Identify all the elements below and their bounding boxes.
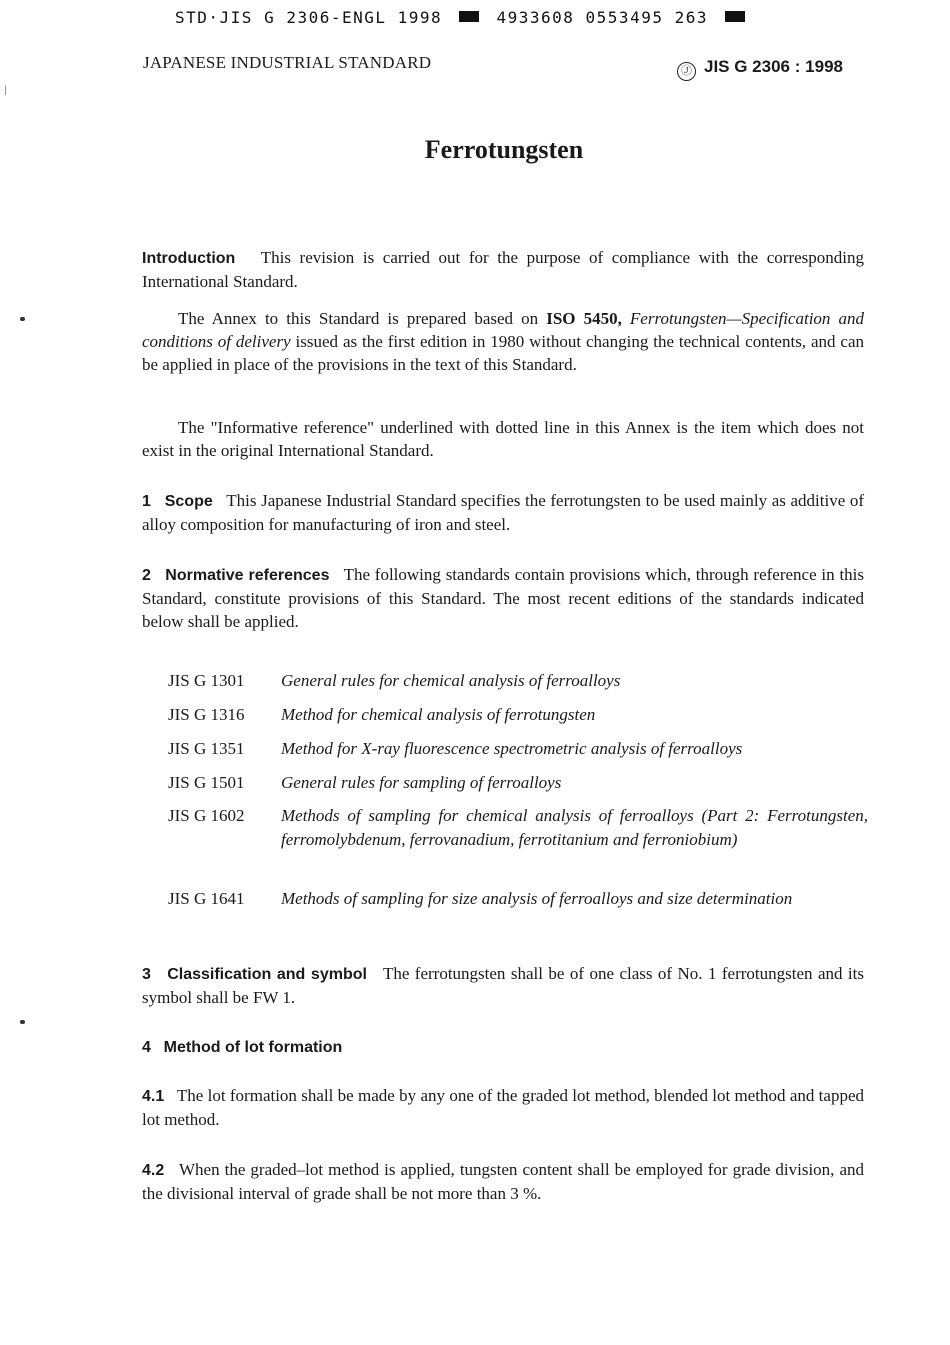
reference-item <box>168 804 868 852</box>
reference-code: JIS G 1301 <box>168 671 245 690</box>
reference-title: Method for X-ray fluorescence spectrometric analysis of ferroalloys <box>281 739 743 758</box>
iso-reference: ISO 5450, <box>546 309 622 328</box>
reference-code: JIS G 1501 <box>168 773 245 792</box>
clause-number: 4.1 <box>142 1088 165 1105</box>
scan-margin-mark <box>20 1020 25 1024</box>
section-number: 4 <box>142 1039 151 1056</box>
section-heading: Scope <box>164 493 213 510</box>
intro-paragraph-2 <box>142 307 864 376</box>
reference-title: General rules for chemical analysis of ferroalloys <box>281 671 621 690</box>
scan-bar-mark <box>725 11 745 22</box>
standard-sep: : <box>794 57 801 76</box>
section-heading: Classification and symbol <box>167 966 367 983</box>
reference-item <box>168 771 868 795</box>
clause-number: 4.2 <box>142 1162 165 1179</box>
clause-text: When the graded–lot method is applied, tungsten content shall be employed for grade division, and the divisional interval of grade shall be not more than 3 %. <box>142 1160 864 1203</box>
scan-margin-mark <box>5 85 6 95</box>
clause-4-1 <box>142 1084 864 1131</box>
reference-item <box>168 703 868 727</box>
section-number: 1 <box>142 493 151 510</box>
intro-text-1: This revision is carried out for the purpose of compliance with the corresponding International Standard. <box>142 248 865 291</box>
reference-item <box>168 737 868 761</box>
reference-title: General rules for sampling of ferroalloys <box>281 773 562 792</box>
standard-code: JIS G 2306 <box>704 57 791 76</box>
reference-code: JIS G 1602 <box>168 806 245 825</box>
section-scope <box>142 489 864 536</box>
reference-code: JIS G 1316 <box>168 705 245 724</box>
section-normative-references <box>142 563 864 633</box>
intro-heading: Introduction <box>142 250 236 267</box>
clause-text: The lot formation shall be made by any one of the graded lot method, blended lot method and tapped lot method. <box>142 1086 864 1129</box>
reference-item <box>168 669 868 693</box>
section-text: The following standards contain provisions which, through reference in this Standard, constitute provisions of this Standard. The most recent editions of the standards indicated below shall be applied. <box>142 565 865 631</box>
section-text: The ferrotungsten shall be of one class of No. 1 ferrotungsten and its symbol shall be FW 1. <box>142 964 864 1007</box>
standard-type: JAPANESE INDUSTRIAL STANDARD <box>143 53 432 72</box>
clause-4-2 <box>142 1158 864 1205</box>
scan-bar-mark <box>459 11 479 22</box>
section-heading: Normative references <box>165 567 330 584</box>
section-text: This Japanese Industrial Standard specifies the ferrotungsten to be used mainly as additive of alloy composition for manufacturing of iron and steel. <box>142 491 865 534</box>
intro-paragraph-3: The "Informative reference" underlined with dotted line in this Annex is the item which does not exist in the original International Standard. <box>142 418 864 460</box>
intro-p2-prefix: The Annex to this Standard is prepared based on <box>178 309 539 328</box>
section-lot-formation <box>142 1035 864 1059</box>
reference-code: JIS G 1641 <box>168 889 245 908</box>
scan-header-middle: 4933608 0553495 263 <box>496 8 708 27</box>
section-number: 3 <box>142 966 151 983</box>
section-classification <box>142 962 864 1009</box>
intro-paragraph-1 <box>142 246 864 293</box>
section-heading: Method of lot formation <box>163 1039 343 1056</box>
standard-year: 1998 <box>805 57 843 76</box>
reference-title: Method for chemical analysis of ferrotungsten <box>281 705 596 724</box>
section-number: 2 <box>142 567 151 584</box>
iso-title: Ferrotungsten—Specification and conditions of delivery <box>142 309 865 351</box>
reference-item <box>168 887 868 911</box>
reference-title: Methods of sampling for size analysis of ferroalloys and size determination <box>281 889 793 908</box>
page-title: Ferrotungsten <box>424 135 584 164</box>
scan-header-left: STD·JIS G 2306-ENGL 1998 <box>175 8 443 27</box>
standard-number <box>677 57 843 81</box>
jis-mark-icon: Ⓙ <box>677 62 696 81</box>
reference-code: JIS G 1351 <box>168 739 245 758</box>
intro-p2-suffix: issued as the first edition in 1980 without changing the technical contents, and can be applied in place of the provisions in the text of this Standard. <box>142 332 865 374</box>
scan-margin-mark <box>20 317 25 321</box>
scan-header <box>175 8 751 27</box>
reference-title: Methods of sampling for chemical analysis of ferroalloys (Part 2: Ferrotungsten, ferromolybdenum, ferrovanadium, ferrotitanium and ferroniobium) <box>281 806 868 849</box>
